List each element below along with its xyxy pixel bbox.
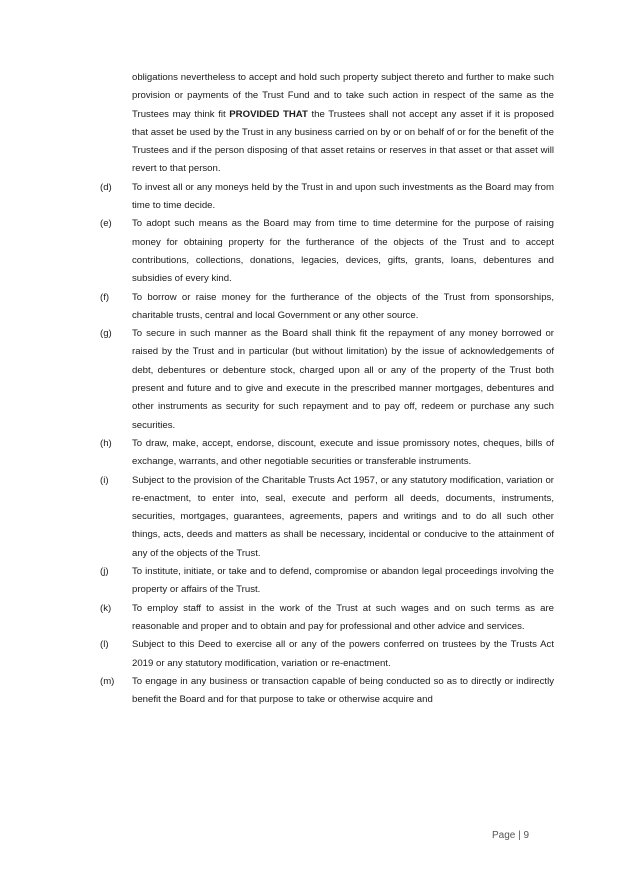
clause-k <box>98 600 554 637</box>
clause-text: To invest all or any moneys held by the Trust in and upon such investments as the Board may from time to time decide. <box>132 181 554 212</box>
clause-m <box>98 673 554 710</box>
clause-text: To secure in such manner as the Board shall think fit the repayment of any money borrowed or raised by the Trust and in particular (but without limitation) by the issue of acknowledgements of debt, debentures or debenture stock, charged upon all or any of the property of the Trust both present and future and to give and execute in the prescribed manner mortgages, debentures and other instruments as security for such repayment and to pay off, redeem or purchase any such securities. <box>132 328 554 431</box>
clause-j <box>98 563 554 600</box>
proviso-bold: PROVIDED THAT <box>229 108 308 120</box>
clause-label: (j) <box>100 566 109 578</box>
clause-label: (d) <box>100 181 112 193</box>
clause-text: Subject to this Deed to exercise all or any of the powers conferred on trustees by the Trusts Act 2019 or any statutory modification, variation or re-enactment. <box>132 639 554 669</box>
clause-text: To adopt such means as the Board may from time to time determine for the purpose of raising money for obtaining property for the furtherance of the objects of the Trust and to accept contributions, collections, donations, legacies, devices, gifts, grants, loans, debentures and subsidies of every kind. <box>132 218 554 285</box>
clause-i <box>98 472 554 563</box>
clause-label: (m) <box>100 675 115 687</box>
clause-h <box>98 435 554 472</box>
continuation-text-end: the Trustees shall not accept any asset if it is proposed that asset be used by the Trust in any business carried on by or on behalf of or for the benefit of the Trustees and if the person disposing of that asset retains or reserves in that asset or that asset will revert to that person. <box>132 108 555 175</box>
clause-d <box>98 179 554 216</box>
continuation-text-start: obligations nevertheless to accept and hold such property subject thereto and further to make such provision or payments of the Trust Fund and to take such action in respect of the same as the Trustees may think fit <box>132 72 554 120</box>
clause-text: To engage in any business or transaction capable of being conducted so as to directly or indirectly benefit the Board and for that purpose to take or otherwise acquire and <box>132 675 554 706</box>
clause-label: (k) <box>100 602 112 614</box>
clause-text: To draw, make, accept, endorse, discount, execute and issue promissory notes, cheques, bills of exchange, warrants, and other negotiable securities or transferable instruments. <box>132 437 554 468</box>
clause-g <box>98 325 554 435</box>
page-number: Page | 9 <box>492 830 530 841</box>
clause-label: (l) <box>100 639 109 651</box>
clause-text: To borrow or raise money for the furtherance of the objects of the Trust from sponsorships, charitable trusts, central and local Government or any other source. <box>132 291 554 321</box>
clause-l <box>98 636 554 673</box>
clause-label: (i) <box>100 474 109 486</box>
clause-text: To employ staff to assist in the work of the Trust at such wages and on such terms as are reasonable and proper and to obtain and pay for professional and other advice and services. <box>132 602 554 632</box>
clause-text: To institute, initiate, or take and to defend, compromise or abandon legal proceedings involving the property or affairs of the Trust. <box>132 566 554 596</box>
clause-text: Subject to the provision of the Charitable Trusts Act 1957, or any statutory modification, variation or re-enactment, to enter into, seal, execute and perform all deeds, documents, instruments, securities, mortgages, guarantees, agreements, papers and writings and to do all such other things, acts, deeds and matters as shall be necessary, incidental or conducive to the attainment of any of the objects of the Trust. <box>132 474 554 559</box>
document-body <box>98 69 554 709</box>
clause-e <box>98 215 554 288</box>
clause-label: (f) <box>100 291 110 303</box>
clause-f <box>98 289 554 326</box>
clause-label: (h) <box>100 437 112 449</box>
continuation-paragraph <box>132 69 554 179</box>
clause-label: (g) <box>100 328 112 340</box>
clause-label: (e) <box>100 218 112 230</box>
